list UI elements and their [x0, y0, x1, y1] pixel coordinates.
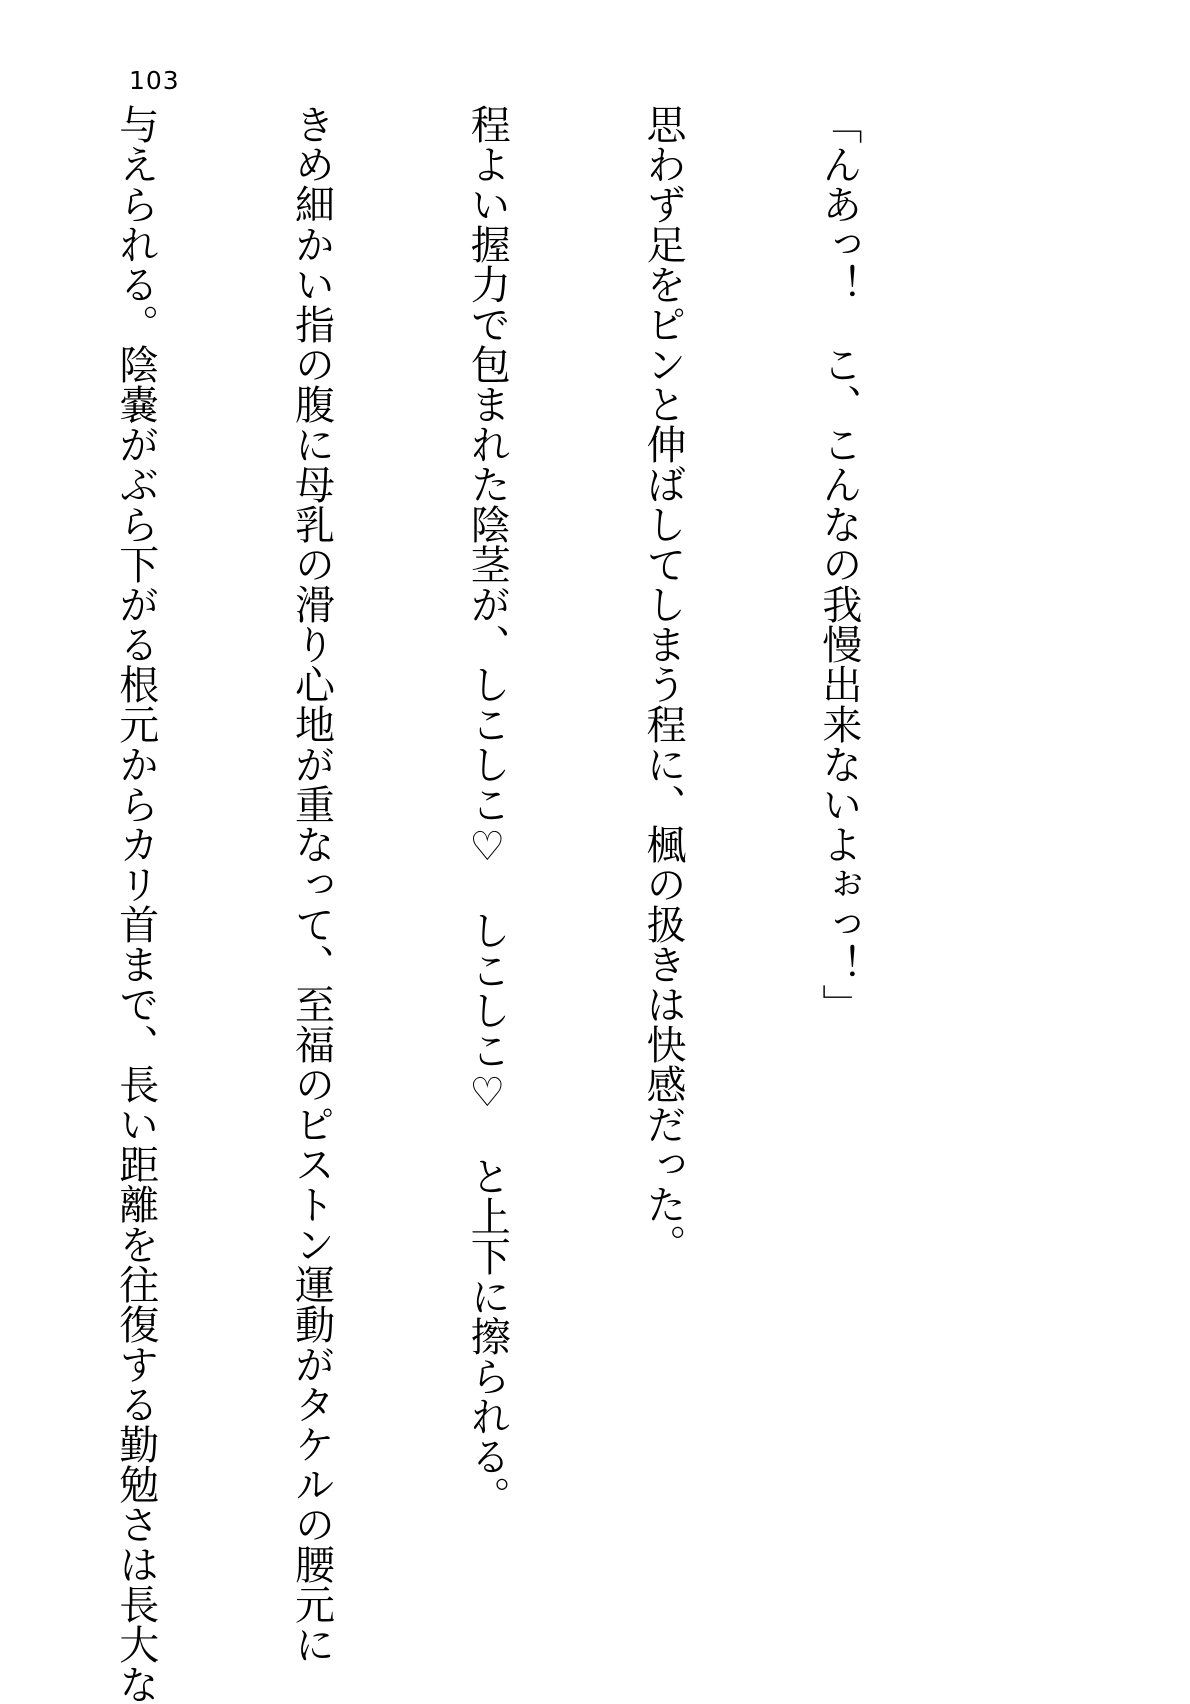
text-line: 与えられる。陰嚢がぶら下がる根元からカリ首まで、長い距離を往復する勤勉さは長大な	[112, 104, 159, 1704]
text-line: 「んあっ！ こ、こんなの我慢出来ないよぉっ！」	[815, 104, 862, 1024]
text-line: 思わず足をピンと伸ばしてしまう程に、楓の扱きは快感だった。	[640, 104, 687, 1264]
text-line: きめ細かい指の腹に母乳の滑り心地が重なって、至福のピストン運動がタケルの腰元に	[288, 104, 335, 1664]
page-number: 103	[129, 66, 180, 95]
body-text	[0, 104, 985, 1704]
text-line: 程よい握力で包まれた陰茎が、しこしこ♡ しこしこ♡ と上下に擦られる。	[464, 104, 511, 1516]
